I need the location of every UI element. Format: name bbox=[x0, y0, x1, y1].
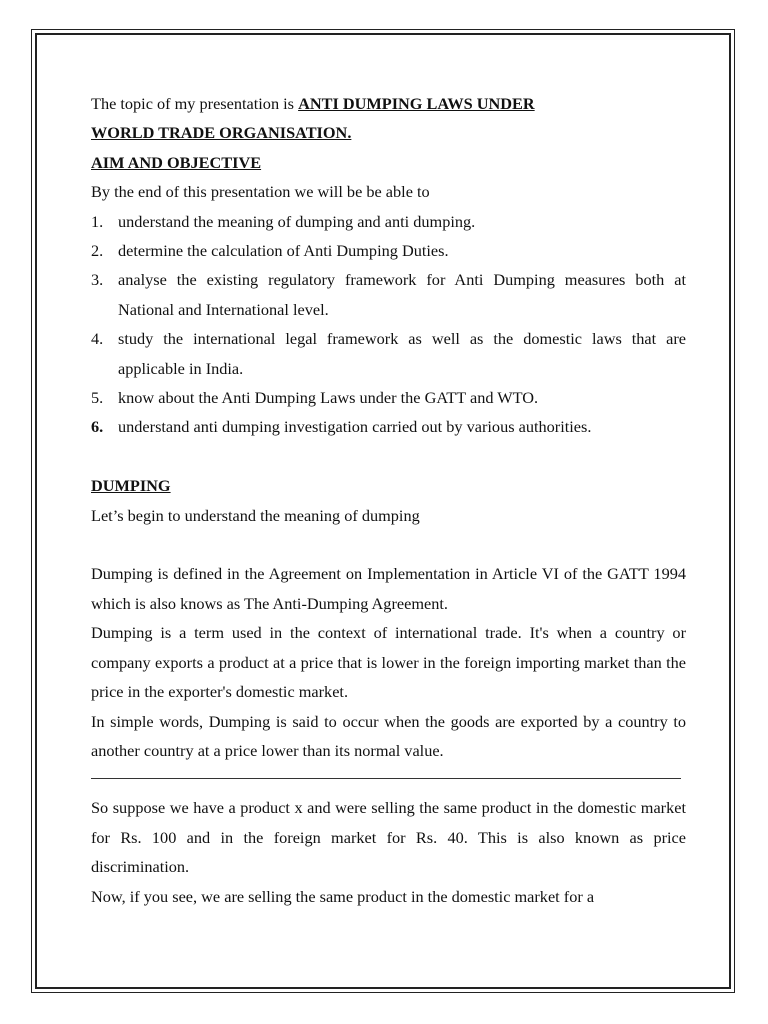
objective-number: 5. bbox=[91, 388, 104, 408]
objective-text: know about the Anti Dumping Laws under the GATT and WTO. bbox=[118, 388, 539, 408]
objectives-list bbox=[91, 207, 686, 442]
dumping-paragraph-1: Dumping is defined in the Agreement on Implementation in Article VI of the GATT 1994 which is also knows as The Anti-Dumping Agreement. bbox=[91, 564, 686, 613]
objective-text: understand anti dumping investigation carried out by various authorities. bbox=[118, 417, 592, 437]
objective-number: 2. bbox=[91, 241, 104, 261]
topic-line-2 bbox=[91, 118, 686, 147]
aim-heading-text: AIM AND OBJECTIVE bbox=[91, 152, 262, 172]
example-paragraph-2: Now, if you see, we are selling the same product in the domestic market for a bbox=[91, 886, 595, 906]
objective-number: 3. bbox=[91, 270, 104, 290]
dumping-paragraph-3: In simple words, Dumping is said to occur when the goods are exported by a country to another country at a price lower than its normal value. bbox=[91, 711, 686, 760]
spacer bbox=[91, 442, 686, 471]
dumping-intro: Let’s begin to understand the meaning of dumping bbox=[91, 505, 420, 525]
example-paragraph-1: So suppose we have a product x and were selling the same product in the domestic market for Rs. 100 and in the foreign market for Rs. 40. This is also known as price discrimination. bbox=[91, 798, 686, 877]
document-body bbox=[91, 89, 686, 911]
objective-text: understand the meaning of dumping and anti dumping. bbox=[118, 211, 476, 231]
objective-text: analyse the existing regulatory framework for Anti Dumping measures both at National and International level. bbox=[118, 270, 686, 319]
dumping-paragraph-2: Dumping is a term used in the context of international trade. It's when a country or company exports a product at a price that is lower in the foreign importing market than the price in the exporter's domestic market. bbox=[91, 623, 686, 702]
objective-item bbox=[91, 265, 686, 324]
objective-item bbox=[91, 207, 686, 236]
spacer bbox=[91, 530, 686, 559]
objective-number: 6. bbox=[91, 417, 104, 437]
dumping-heading bbox=[91, 471, 686, 500]
objective-number: 1. bbox=[91, 211, 104, 231]
topic-line bbox=[91, 89, 686, 118]
objective-item bbox=[91, 324, 686, 383]
topic-title-part2: WORLD TRADE ORGANISATION. bbox=[91, 123, 352, 143]
objective-item bbox=[91, 412, 686, 441]
dumping-heading-text: DUMPING bbox=[91, 476, 171, 496]
objective-text: study the international legal framework as well as the domestic laws that are applicable in India. bbox=[118, 329, 686, 378]
objectives-lead: By the end of this presentation we will be be able to bbox=[91, 182, 430, 202]
topic-intro: The topic of my presentation is bbox=[91, 94, 299, 113]
topic-title-part1: ANTI DUMPING LAWS UNDER bbox=[298, 94, 535, 113]
objective-item bbox=[91, 236, 686, 265]
divider-line bbox=[91, 778, 681, 779]
objective-item bbox=[91, 383, 686, 412]
objective-number: 4. bbox=[91, 329, 104, 349]
aim-heading bbox=[91, 148, 686, 177]
objective-text: determine the calculation of Anti Dumping Duties. bbox=[118, 241, 449, 261]
